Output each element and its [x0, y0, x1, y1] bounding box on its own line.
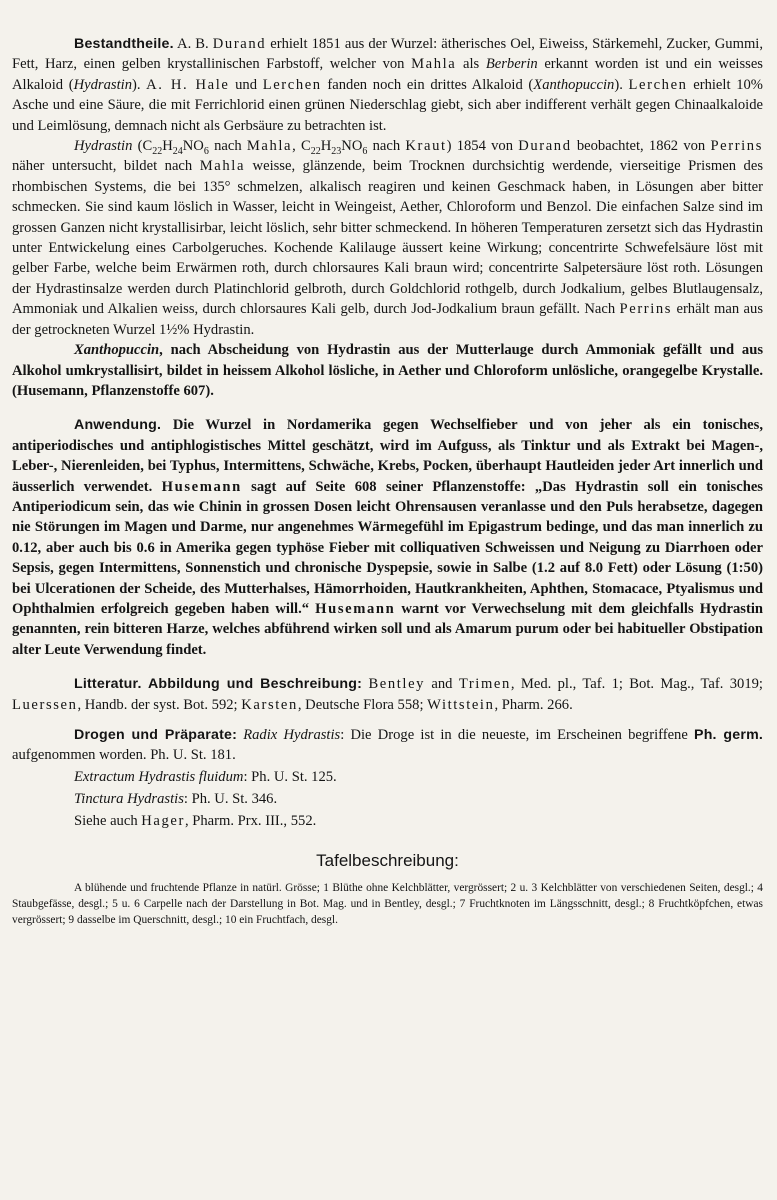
- litteratur-paragraph: Litteratur. Abbildung und Beschreibung: Bentley and Trimen, Med. pl., Taf. 1; Bot. Mag., Taf. 3019; Luerssen, Handb. der syst. Bot. 592; Karsten, Deutsche Flora 558; Wittstein, Pharm. 266.: [12, 676, 763, 713]
- see-also-reference: Siehe auch Hager, Pharm. Prx. III., 552.: [74, 812, 317, 829]
- section-heading-bestandtheile: Bestandtheile.: [74, 36, 174, 52]
- section-heading-litteratur: Litteratur. Abbildung und Beschreibung:: [74, 676, 363, 693]
- section-heading-drogen: Drogen und Präparate:: [74, 727, 238, 743]
- drogen-paragraph: Drogen und Präparate: Radix Hydrastis: Die Droge ist in die neueste, im Erscheinen begriffene Ph. germ. aufgenommen worden. Ph. U. St. 181.: [12, 727, 764, 764]
- drogen-section: [12, 725, 763, 832]
- preparation-tincture: Tinctura Hydrastis: Ph. U. St. 346.: [74, 790, 278, 807]
- bestandtheile-paragraph: Bestandtheile. A. B. Durand erhielt 1851 aus der Wurzel: ätherisches Oel, Eiweiss, Stärkemehl, Zucker, Gummi, Fett, Harz, einen gelben krystallinischen Farbstoff, welcher von Mahla als Berberin erkannt worden ist und ein weisses Alkaloid (Hydrastin). A. H. Hale und Lerchen fanden noch ein drittes Alkaloid (Xanthopuccin). Lerchen erhielt 10% Asche und eine Säure, die mit Ferrichlorid einen grünen Niederschlag giebt, sich aber indifferent verhält gegen Chinaalkaloide und Leimlösung, demnach nicht als Gerbsäure zu betrachten ist.: [12, 36, 764, 134]
- xanthopuccin-paragraph: Xanthopuccin, nach Abscheidung von Hydrastin aus der Mutterlauge durch Ammoniak gefällt und aus Alkohol umkrystallisirt, bildet in heissem Alkohol lösliche, in Aether und Chloroform unlösliche, orangegelbe Krystalle. (Husemann, Pflanzenstoffe 607).: [12, 342, 763, 399]
- tafel-heading: Tafelbeschreibung:: [316, 850, 459, 870]
- hydrastin-paragraph: Hydrastin ($C_{22}H_{24}NO_6$ nach Mahla, $C_{22}H_{23}NO_6$ nach Kraut) 1854 von Durand beobachtet, 1862 von Perrins näher untersucht, bildet nach Mahla weisse, glänzende, beim Trocknen durchsichtig werdende, vierseitige Prismen des rhombischen Systems, die bei 135° schmelzen, alkalisch reagiren und keinen Geschmack haben, in Lösungen aber bitter schmecken. Sie sind kaum löslich in Wasser, leicht in Weingeist, Aether, Chloroform und Benzol. Die einfachen Salze sind im grossen Ganzen nicht krystallisirbar, leicht löslich, sehr bitter schmeckend. In höheren Temperaturen zersetzt sich das Hydrastin unter Entwickelung eines Carbolgeruches. Kochende Kalilauge äussert keine Wirkung; concentrirte Schwefelsäure löst mit gelber Farbe, welche beim Erwärmen roth, durch chlorsaures Kali braun wird; concentrirte Salpetersäure löst roth. Lösungen der Hydrastinsalze werden durch Platinchlorid gelbroth, durch Goldchlorid rothgelb, durch Jodkalium, gelbes Blutlaugensalz, Ammoniak und Alkalien weiss, durch chlorsaures Kali gelb, durch Jod-Jodkalium braun gefällt. Nach Perrins erhält man aus der getrockneten Wurzel 1½% Hydrastin.: [12, 138, 763, 338]
- section-heading-anwendung: Anwendung.: [74, 417, 162, 434]
- preparation-extract: Extractum Hydrastis fluidum: Ph. U. St. 125.: [74, 768, 337, 785]
- tafel-description: A blühende und fruchtende Pflanze in natürl. Grösse; 1 Blüthe ohne Kelchblätter, vergrössert; 2 u. 3 Kelchblätter von verschiedenen Seiten, desgl.; 4 Staubgefässe, desgl.; 5 u. 6 Carpelle nach der Darstellung in Bot. Mag. und in Bentley, desgl.; 7 Fruchtknoten im Längsschnitt, desgl.; 8 Fruchtköpfchen, etwas vergrössert; 9 dasselbe im Querschnitt, desgl.; 10 ein Fruchtfach, desgl.: [12, 881, 763, 927]
- anwendung-paragraph: Anwendung. Die Wurzel in Nordamerika gegen Wechselfieber und von jeher als ein tonisches, antiperiodisches und antiphlogistisches Mittel geschätzt, wird im Aufguss, als Tinktur und als Extrakt bei Magen-, Leber-, Nierenleiden, bei Typhus, Intermittens, Schwäche, Krebs, Pocken, überhaupt Hautleiden jeder Art innerlich und äusserlich verwendet. Husemann sagt auf Seite 608 seiner Pflanzenstoffe: „Das Hydrastin soll ein tonisches Antiperiodicum sein, das wie Chinin in grossen Dosen leicht Ohrensausen veranlasse und den Puls herabsetze, dagegen nie Störungen im Magen und Darme, nur angenehmes Wärmegefühl im Epigastrum bedinge, und das man innerlich zu 0.12, aber auch bis 0.6 in Amerika gegen typhöse Fieber mit colliquativen Schweissen und Neigung zu Diarrhoen oder Sepsis, gegen Intermittens, Sonnenstich und chronische Dyspepsie, sowie in Salbe (1.2 auf 8.0 Fett) oder Lösung (1:50) bei Ulcerationen der Scheide, des Mutterhalses, Hämorrhoiden, Hautkrankheiten, Aphthen, Stomacace, Ptyalismus und Ophthalmien erfolgreich gegeben haben will.“ Husemann warnt vor Verwechselung mit dem gleichfalls Hydrastin genannten, rein bitteren Harze, welches abführend wirken soll und als Amarum purum oder bei habitueller Obstipation alter Leute Verwendung findet.: [12, 417, 763, 658]
